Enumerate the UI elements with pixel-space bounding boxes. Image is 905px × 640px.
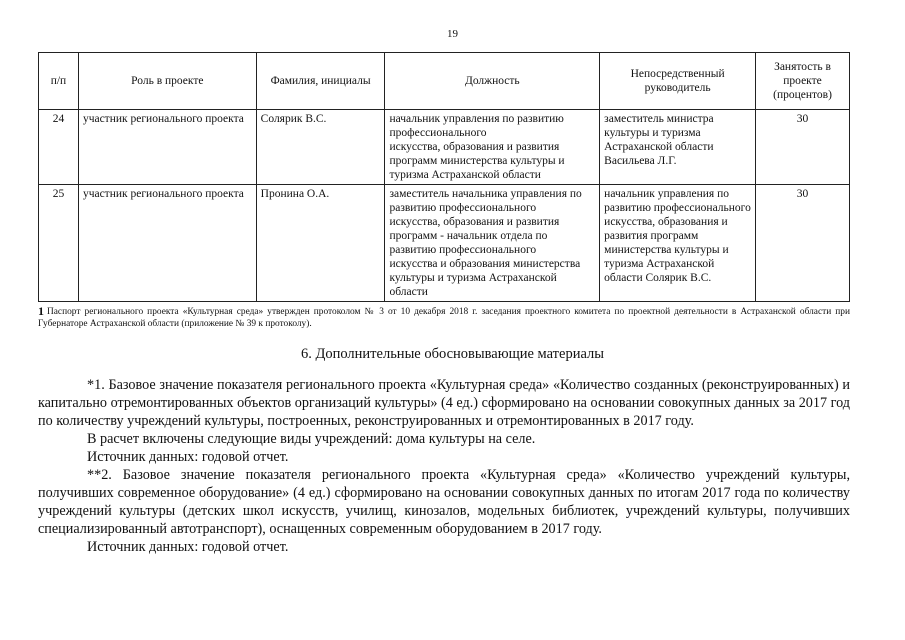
footnote-mark: 1	[38, 304, 44, 318]
row-position: заместитель начальника управления по развитию профессионального искусства, образования и развития программ - начальник отдела по развитию профессионального искусства и образования министерства культуры и туризма Астраханской области	[385, 185, 600, 302]
section-title: 6. Дополнительные обосновывающие материалы	[300, 346, 605, 362]
row-role: участник регионального проекта	[78, 185, 256, 302]
paragraph: Источник данных: годовой отчет.	[87, 539, 289, 555]
row-position: начальник управления по развитию профессионального искусства, образования и развития программ министерства культуры и туризма Астраханской области	[385, 110, 600, 185]
paragraph: **2. Базовое значение показателя регионального проекта «Культурная среда» «Количество учреждений культуры, получивших современное оборудование» (4 ед.) сформировано на основании совокупных данных по итогам 2017 года по количеству учреждений культуры (детских школ искусств, училищ, кинозалов, модельных библиотек, учреждений культуры, получивших специализированный автотранспорт), оснащенных современным оборудованием в 2017 году.	[38, 467, 850, 537]
footnote-text: Паспорт регионального проекта «Культурная среда» утвержден протоколом № 3 от 10 декабря 2018 г. заседания проектного комитета по проектной деятельности в Астраханской области при Губернаторе Астраханской области (приложение № 39 к протоколу).	[38, 307, 850, 329]
paragraph: В расчет включены следующие виды учреждений: дома культуры на селе.	[87, 431, 536, 447]
paragraph: Источник данных: годовой отчет.	[87, 449, 289, 465]
header-role: Роль в проекте	[78, 53, 256, 110]
row-supervisor: заместитель министра культуры и туризма Астраханской области Васильева Л.Г.	[600, 110, 756, 185]
row-num: 25	[39, 185, 79, 302]
header-percent: Занятость в проекте (процентов)	[756, 53, 850, 110]
row-role: участник регионального проекта	[78, 110, 256, 185]
table-header-row	[39, 53, 850, 110]
paragraph: *1. Базовое значение показателя регионального проекта «Культурная среда» «Количество созданных (реконструированных) и капитально отремонтированных объектов организаций культуры» (4 ед.) сформировано на основании совокупных данных за 2017 год по количеству учреждений культуры, построенных, реконструированных и отремонтированных в 2017 году.	[38, 377, 850, 429]
row-num: 24	[39, 110, 79, 185]
row-supervisor: начальник управления по развитию профессионального искусства, образования и развития программ министерства культуры и туризма Астраханской области Солярик В.С.	[600, 185, 756, 302]
row-percent: 30	[756, 185, 850, 302]
header-num: п/п	[39, 53, 79, 110]
header-supervisor: Непосредственный руководитель	[600, 53, 756, 110]
project-roles-table	[38, 52, 850, 302]
page-number: 19	[447, 28, 458, 40]
row-percent: 30	[756, 110, 850, 185]
table-row	[39, 185, 850, 302]
row-name: Солярик В.С.	[256, 110, 385, 185]
table-row	[39, 110, 850, 185]
header-position: Должность	[385, 53, 600, 110]
header-name: Фамилия, инициалы	[256, 53, 385, 110]
section-body	[38, 376, 850, 556]
row-name: Пронина О.А.	[256, 185, 385, 302]
footnote	[38, 306, 850, 330]
